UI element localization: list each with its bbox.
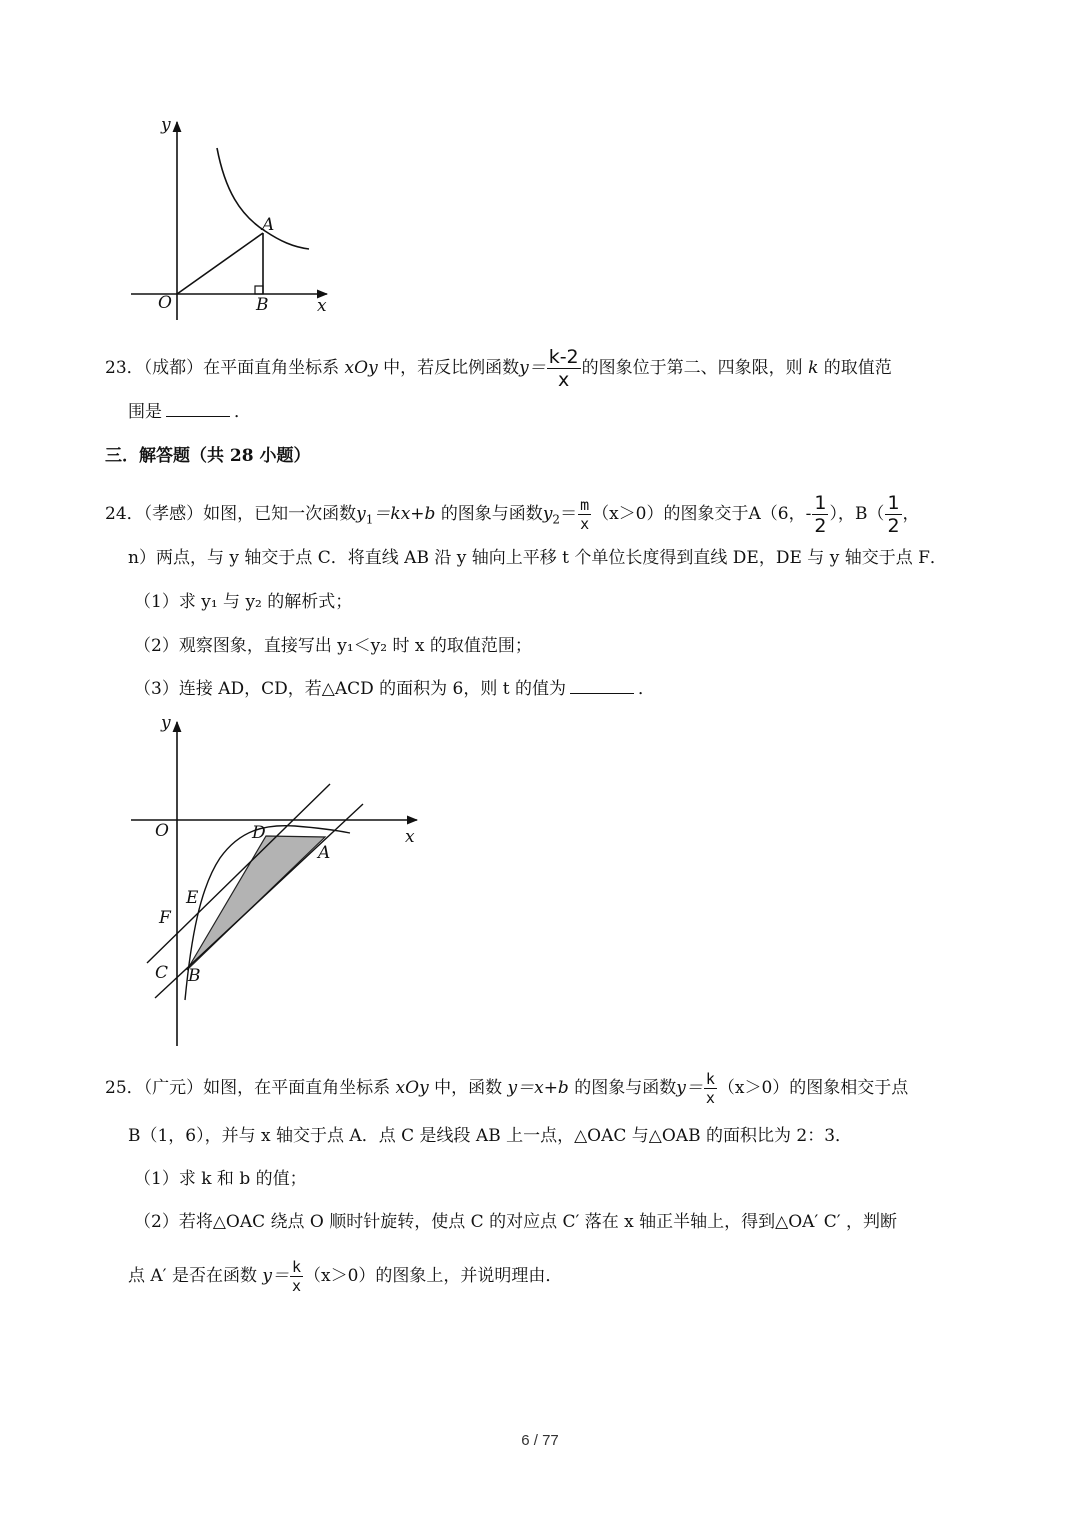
- label-B: B: [188, 966, 201, 986]
- answer-blank[interactable]: [166, 400, 230, 417]
- q24-subq3: （3）连接 AD，CD，若△ACD 的面积为 6，则 t 的值为 ．: [134, 679, 656, 699]
- q24-subq1: （1）求 y₁ 与 y₂ 的解析式；: [134, 592, 353, 612]
- fraction-one-half-b: $\frac{1}{2}$: [887, 492, 900, 537]
- page-number: 6 / 77: [521, 1432, 559, 1449]
- q24-line2: n）两点，与 y 轴交于点 C．将直线 AB 沿 y 轴向上平移 t 个单位长度得到直线 DE，DE 与 y 轴交于点 F．: [128, 548, 947, 568]
- label-D: D: [252, 823, 266, 843]
- label-origin: O: [158, 293, 172, 313]
- fraction-k-over-x: $\frac{k}{x}$: [291, 1258, 301, 1295]
- right-angle-mark: [255, 286, 263, 294]
- label-C: C: [155, 963, 169, 983]
- label-B: B: [256, 295, 269, 315]
- label-x: x: [405, 827, 415, 847]
- line-DE: [147, 784, 330, 963]
- q25-subq2-line2: 点 A′ 是否在函数 y＝ $\frac{k}{x}$ （x＞0）的图象上，并说明理由．: [128, 1258, 563, 1295]
- fraction-one-half: $\frac{1}{2}$: [814, 492, 827, 537]
- q23-line1: 23．（成都）在平面直角坐标系 xOy 中，若反比例函数y＝ $\frac{k-2}{x}$ 的图象位于第二、四象限，则 k 的取值范: [105, 346, 892, 391]
- label-y: y: [161, 115, 171, 135]
- figure-inverse-function-graph: [125, 110, 335, 325]
- section-heading: 三．解答题（共 28 小题）: [105, 446, 311, 466]
- label-A: A: [262, 215, 275, 235]
- label-A: A: [318, 843, 331, 863]
- fraction-k-minus-2-over-x: $\frac{k-2}{x}$: [548, 346, 579, 391]
- q25-subq2-line1: （2）若将△OAC 绕点 O 顺时针旋转，使点 C 的对应点 C′ 落在 x 轴正半轴上，得到△OA′ C′ ，判断: [134, 1212, 897, 1232]
- q25-line2: B（1，6），并与 x 轴交于点 A．点 C 是线段 AB 上一点，△OAC 与△OAB 的面积比为 2：3．: [128, 1126, 853, 1146]
- label-x: x: [317, 296, 327, 316]
- q25-subq1: （1）求 k 和 b 的值；: [134, 1169, 307, 1189]
- answer-blank[interactable]: [570, 677, 634, 694]
- q24-subq2: （2）观察图象，直接写出 y₁＜y₂ 时 x 的取值范围；: [134, 636, 532, 656]
- fraction-k-over-x: $\frac{k}{x}$: [705, 1070, 715, 1107]
- q24-line1: 24．（孝感）如图，已知一次函数$y_1=kx+b$ 的图象与函数$y_2=$ $\frac{m}{x}$ （x＞0）的图象交于A（6，- $\frac{1}{2}$ ），B（ $\frac{1}{2}$ ，: [105, 492, 920, 537]
- label-F: F: [159, 908, 171, 928]
- label-O: O: [155, 821, 169, 841]
- label-y: y: [161, 713, 171, 733]
- q23-line2: 围是 ．: [128, 402, 251, 422]
- figure-linear-and-curve-graph: [125, 708, 430, 1053]
- fraction-m-over-x: $\frac{m}{x}$: [580, 496, 590, 533]
- q25-line1: 25．（广元）如图，在平面直角坐标系 xOy 中，函数 y＝x+b 的图象与函数y＝ $\frac{k}{x}$ （x＞0）的图象相交于点: [105, 1070, 909, 1107]
- segment-OA: [177, 233, 263, 294]
- label-E: E: [186, 888, 199, 908]
